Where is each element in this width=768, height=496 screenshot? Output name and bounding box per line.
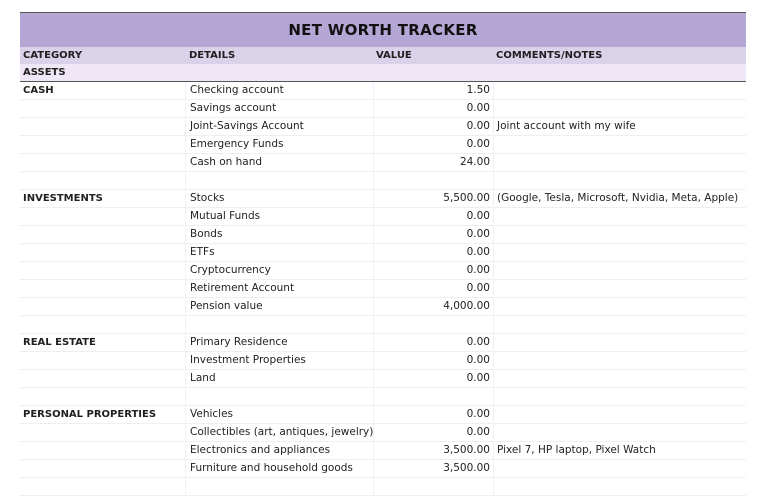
category-cell[interactable] xyxy=(20,298,185,315)
table-row xyxy=(20,406,746,424)
details-cell[interactable]: Investment Properties xyxy=(185,352,373,369)
category-cell[interactable] xyxy=(20,100,185,117)
details-cell[interactable]: Retirement Account xyxy=(185,280,373,297)
cell[interactable] xyxy=(373,64,493,81)
comments-cell[interactable] xyxy=(493,262,746,279)
details-cell[interactable] xyxy=(185,478,373,495)
comments-cell[interactable] xyxy=(493,226,746,243)
value-cell[interactable] xyxy=(373,388,493,405)
table-row xyxy=(20,280,746,298)
category-cell[interactable] xyxy=(20,154,185,171)
value-cell[interactable]: 0.00 xyxy=(373,262,493,279)
details-cell[interactable]: Land xyxy=(185,370,373,387)
category-cell[interactable]: REAL ESTATE xyxy=(23,337,96,348)
table-row xyxy=(20,154,746,172)
comments-cell[interactable] xyxy=(493,82,746,99)
comments-cell[interactable] xyxy=(493,406,746,423)
details-cell[interactable]: Checking account xyxy=(185,82,373,99)
table-row xyxy=(20,82,746,100)
value-cell[interactable] xyxy=(373,316,493,333)
comments-cell[interactable] xyxy=(493,334,746,351)
category-cell[interactable] xyxy=(20,352,185,369)
section-row xyxy=(20,64,746,82)
details-cell[interactable]: Joint-Savings Account xyxy=(185,118,373,135)
value-cell[interactable]: 0.00 xyxy=(373,424,493,441)
details-cell[interactable] xyxy=(185,388,373,405)
table-row xyxy=(20,208,746,226)
table-row xyxy=(20,460,746,478)
category-cell[interactable] xyxy=(20,172,185,189)
comments-cell[interactable] xyxy=(493,244,746,261)
category-cell[interactable] xyxy=(20,424,185,441)
comments-cell[interactable]: (Google, Tesla, Microsoft, Nvidia, Meta, Apple) xyxy=(493,190,746,207)
comments-cell[interactable] xyxy=(493,280,746,297)
value-cell[interactable]: 0.00 xyxy=(373,118,493,135)
header-details[interactable]: DETAILS xyxy=(189,50,236,61)
details-cell[interactable]: Stocks xyxy=(185,190,373,207)
table-row xyxy=(20,334,746,352)
comments-cell[interactable] xyxy=(493,388,746,405)
details-cell[interactable]: Savings account xyxy=(185,100,373,117)
value-cell[interactable]: 0.00 xyxy=(373,244,493,261)
table-row xyxy=(20,316,746,334)
table-row xyxy=(20,100,746,118)
value-cell[interactable]: 0.00 xyxy=(373,406,493,423)
value-cell[interactable]: 0.00 xyxy=(373,370,493,387)
value-cell[interactable]: 24.00 xyxy=(373,154,493,171)
category-cell[interactable] xyxy=(20,118,185,135)
table-row xyxy=(20,262,746,280)
category-cell[interactable] xyxy=(20,442,185,459)
value-cell[interactable]: 1.50 xyxy=(373,82,493,99)
table-row xyxy=(20,478,746,496)
table-row xyxy=(20,442,746,460)
details-cell[interactable]: ETFs xyxy=(185,244,373,261)
category-cell[interactable] xyxy=(20,226,185,243)
category-cell[interactable] xyxy=(20,262,185,279)
category-cell[interactable] xyxy=(20,478,185,495)
category-cell[interactable] xyxy=(20,244,185,261)
category-cell[interactable]: CASH xyxy=(23,85,54,96)
details-cell[interactable] xyxy=(185,316,373,333)
value-cell[interactable]: 0.00 xyxy=(373,352,493,369)
comments-cell[interactable] xyxy=(493,100,746,117)
category-cell[interactable]: PERSONAL PROPERTIES xyxy=(23,409,157,420)
value-cell[interactable] xyxy=(373,478,493,495)
net-worth-sheet xyxy=(20,12,746,496)
details-cell[interactable]: Primary Residence xyxy=(185,334,373,351)
header-comments[interactable]: COMMENTS/NOTES xyxy=(496,50,603,61)
category-cell[interactable] xyxy=(20,208,185,225)
section-label[interactable]: ASSETS xyxy=(23,67,66,78)
value-cell[interactable]: 0.00 xyxy=(373,208,493,225)
header-category[interactable]: CATEGORY xyxy=(23,50,83,61)
comments-cell[interactable] xyxy=(493,316,746,333)
comments-cell[interactable] xyxy=(493,208,746,225)
category-cell[interactable] xyxy=(20,136,185,153)
table-row xyxy=(20,370,746,388)
table-row xyxy=(20,172,746,190)
details-cell[interactable] xyxy=(185,172,373,189)
table-row xyxy=(20,298,746,316)
details-cell[interactable]: Collectibles (art, antiques, jewelry) xyxy=(185,424,373,441)
table-body xyxy=(20,82,746,496)
category-cell[interactable]: INVESTMENTS xyxy=(23,193,103,204)
cell[interactable] xyxy=(493,64,746,81)
comments-cell[interactable] xyxy=(493,154,746,171)
value-cell[interactable]: 0.00 xyxy=(373,334,493,351)
category-cell[interactable] xyxy=(20,280,185,297)
details-cell[interactable]: Vehicles xyxy=(185,406,373,423)
sheet-title[interactable]: NET WORTH TRACKER xyxy=(20,12,746,47)
comments-cell[interactable] xyxy=(493,298,746,315)
value-cell[interactable]: 0.00 xyxy=(373,280,493,297)
table-row xyxy=(20,118,746,136)
table-row xyxy=(20,136,746,154)
details-cell[interactable]: Mutual Funds xyxy=(185,208,373,225)
comments-cell[interactable]: Joint account with my wife xyxy=(493,118,746,135)
value-cell[interactable]: 3,500.00 xyxy=(373,460,493,477)
table-row xyxy=(20,424,746,442)
table-row xyxy=(20,190,746,208)
value-cell[interactable]: 0.00 xyxy=(373,226,493,243)
comments-cell[interactable] xyxy=(493,478,746,495)
table-row xyxy=(20,352,746,370)
table-row xyxy=(20,244,746,262)
header-row xyxy=(20,47,746,64)
value-cell[interactable]: 0.00 xyxy=(373,136,493,153)
details-cell[interactable]: Bonds xyxy=(185,226,373,243)
comments-cell[interactable] xyxy=(493,424,746,441)
comments-cell[interactable] xyxy=(493,172,746,189)
details-cell[interactable]: Electronics and appliances xyxy=(185,442,373,459)
header-value[interactable]: VALUE xyxy=(376,50,412,61)
cell[interactable] xyxy=(185,64,373,81)
category-cell[interactable] xyxy=(20,388,185,405)
table-row xyxy=(20,388,746,406)
category-cell[interactable] xyxy=(20,370,185,387)
value-cell[interactable] xyxy=(373,172,493,189)
value-cell[interactable]: 4,000.00 xyxy=(373,298,493,315)
value-cell[interactable]: 3,500.00 xyxy=(373,442,493,459)
value-cell[interactable]: 5,500.00 xyxy=(373,190,493,207)
comments-cell[interactable] xyxy=(493,352,746,369)
table-row xyxy=(20,226,746,244)
details-cell[interactable]: Emergency Funds xyxy=(185,136,373,153)
details-cell[interactable]: Pension value xyxy=(185,298,373,315)
comments-cell[interactable] xyxy=(493,370,746,387)
category-cell[interactable] xyxy=(20,316,185,333)
value-cell[interactable]: 0.00 xyxy=(373,100,493,117)
comments-cell[interactable] xyxy=(493,136,746,153)
details-cell[interactable]: Cryptocurrency xyxy=(185,262,373,279)
comments-cell[interactable]: Pixel 7, HP laptop, Pixel Watch xyxy=(493,442,746,459)
details-cell[interactable]: Furniture and household goods xyxy=(185,460,373,477)
details-cell[interactable]: Cash on hand xyxy=(185,154,373,171)
